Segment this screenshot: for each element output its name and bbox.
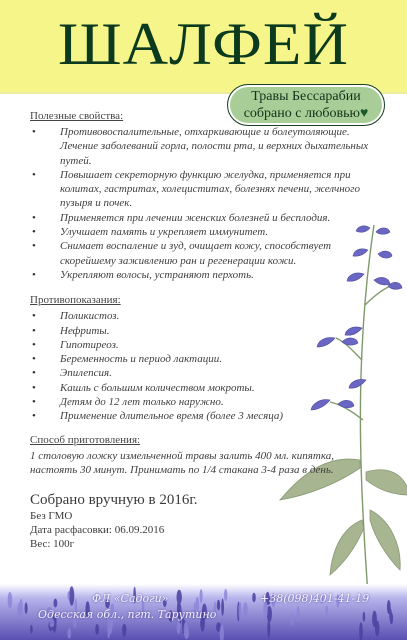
list-item: • Нефриты. [30, 324, 375, 338]
list-item: • Улучшает память и укрепляет иммунитет. [30, 225, 375, 239]
lavender-stalk [67, 628, 71, 639]
list-item: • Детям до 12 лет только наружно. [30, 395, 375, 409]
handpicked-note: Собрано вручную в 2016г. [30, 492, 198, 509]
lavender-stalk [297, 606, 300, 622]
lavender-stalk [224, 589, 227, 601]
product-title: ШАЛФЕЙ [57, 11, 350, 77]
pack-date: Дата расфасовки: 06.09.2016 [30, 524, 165, 537]
lavender-stalk [290, 613, 293, 625]
brand-name: Травы Бессарабии [251, 89, 361, 104]
contra-heading: Противопоказания: [30, 294, 121, 307]
lavender-stalk [122, 624, 126, 637]
weight: Вес: 100г [30, 538, 75, 551]
list-item: • Кашль с большим количеством мокроты. [30, 381, 375, 395]
uses-heading: Полезные свойства: [30, 110, 124, 122]
method-text: 1 столовую ложку измельченной травы залить 400 мл. кипятка, настоять 30 минут. Принимать по 1/4 стакана 3-4 раза в день. [30, 449, 334, 476]
method-heading: Способ приготовления: [30, 433, 141, 446]
company-name: ФЛ «Садоги» [92, 592, 169, 605]
uses-list [30, 125, 375, 282]
list-item: • Беременность и период лактации. [30, 352, 375, 366]
lavender-stalk [177, 590, 182, 605]
lavender-stalk [390, 612, 393, 624]
heart-icon: ♥ [359, 106, 369, 121]
lavender-stalk [221, 599, 224, 616]
list-item: • Снимает воспаление и зуд, очищает кожу, способствует скорейшему заживлению ран и регенерации кожи. [30, 239, 375, 268]
list-item: • Повышает секреторную функцию желудка, применяется при колитах, гастритах, холециститах, болезнях печени, желчного пузыря и почек. [30, 168, 375, 211]
list-item: • Эпилепсия. [30, 366, 375, 380]
lavender-stalk [67, 591, 70, 599]
lavender-stalk [184, 626, 189, 639]
lavender-stalk [238, 602, 241, 619]
list-item: • Применение длительное время (более 3 месяца) [30, 409, 375, 423]
lavender-stalk [267, 620, 270, 638]
lavender-stalk [372, 611, 377, 627]
brand-slogan: собрано с любовью♥ [243, 106, 369, 121]
lavender-stalk [200, 589, 203, 603]
lavender-stalk [107, 626, 109, 638]
list-item: • Укрепляют волосы, устраняют перхоть. [30, 268, 375, 282]
lavender-stalk [177, 621, 181, 634]
footer-band [0, 584, 407, 640]
lavender-stalk [325, 605, 328, 616]
lavender-stalk [19, 599, 23, 619]
lavender-stalk [252, 593, 256, 602]
list-item: • Поликистоз. [30, 309, 375, 323]
list-item: • Противовоспалительные, отхаркивающие и болеутоляющие. Лечение заболеваний горла, полости рта, и верхних дыхательных путей. [30, 125, 375, 168]
company-phone: +38(098)401-41-19 [260, 592, 370, 605]
gmo-note: Без ГМО [30, 510, 73, 523]
lavender-stalk [95, 624, 99, 635]
lavender-stalk [363, 612, 366, 622]
company-address: Одесская обл., пгт. Тарутино [38, 608, 217, 621]
lavender-stalk [54, 599, 58, 608]
lavender-stalk [25, 602, 28, 614]
header-band [0, 0, 407, 94]
lavender-stalk [217, 600, 220, 611]
lavender-stalk [30, 625, 33, 634]
lavender-stalk [8, 592, 13, 608]
list-item: • Применяется при лечении женских болезней и бесплодия. [30, 211, 375, 225]
lavender-stalk [243, 602, 248, 618]
list-item: • Гипотиреоз. [30, 338, 375, 352]
content-column [30, 110, 375, 551]
contra-list [30, 309, 375, 423]
